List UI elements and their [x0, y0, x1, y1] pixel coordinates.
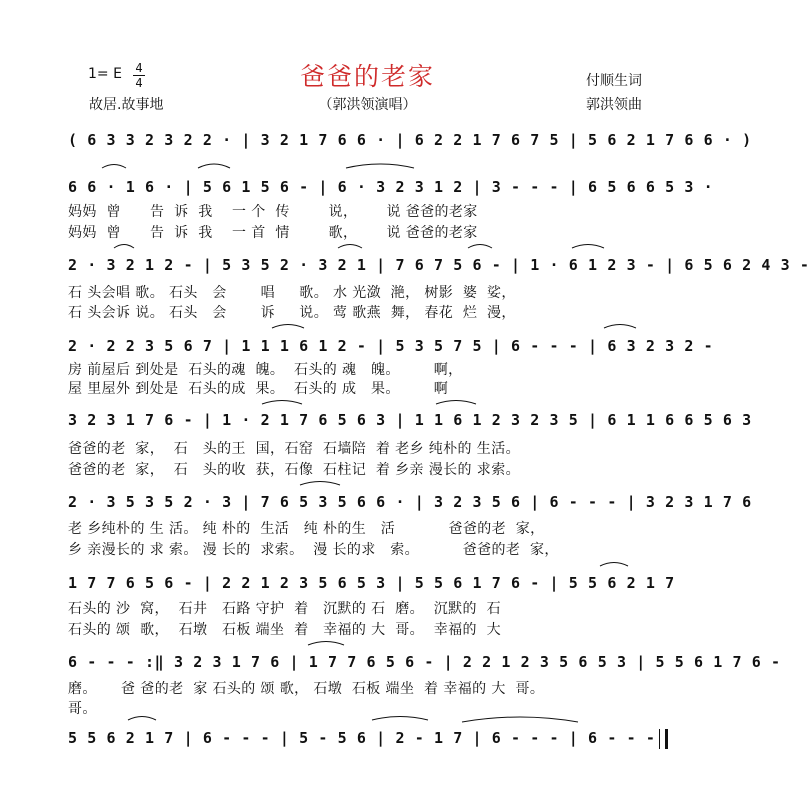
singer-credit: （郭洪领演唱） — [318, 97, 417, 113]
notation-line: 6 - - - :‖ 3 2 3 1 7 6 | 1 7 7 6 5 6 - | 2 2 1 2 3 5 6 5 3 | 5 5 6 1 7 6 - — [68, 653, 781, 671]
slur — [272, 325, 304, 329]
lyric-line-verse-2: 石头的 颂 歌， 石墩 石板 端坐 着 幸福的 大 哥。 幸福的 大 — [68, 622, 502, 638]
lyric-line-verse-1: 石 头会唱 歌。 石头 会 唱 歌。 水 光潋 滟， 树影 婆 娑， — [68, 285, 516, 301]
notation-line: 2 · 2 2 3 5 6 7 | 1 1 1 6 1 2 - | 5 3 5 7 5 | 6 - - - | 6 3 2 3 2 - — [68, 337, 714, 355]
lyric-line-verse-1: 房 前屋后 到处是 石头的魂 魄。 石头的 魂 魄。 啊， — [68, 362, 463, 378]
notation-line: 1 7 7 6 5 6 - | 2 2 1 2 3 5 6 5 3 | 5 5 6 1 7 6 - | 5 5 6 2 1 7 — [68, 574, 675, 592]
notation-line: 2 · 3 2 1 2 - | 5 3 5 2 · 3 2 1 | 7 6 7 5 6 - | 1 · 6 1 2 3 - | 6 5 6 2 4 3 - — [68, 256, 810, 274]
lyric-line-verse-1: 妈妈 曾 告 诉 我 一 个 传 说， 说 爸爸的老家 — [68, 204, 478, 220]
lyric-line-verse-2: 石 头会诉 说。 石头 会 诉 说。 莺 歌燕 舞， 春花 烂 漫， — [68, 305, 516, 321]
time-signature-bottom: 4 — [135, 76, 143, 90]
slur — [572, 245, 604, 249]
lyric-line-verse-2: 爸爸的老 家， 石 头的收 获，石像 石柱记 着 乡亲 漫长的 求索。 — [68, 462, 521, 478]
lyric-line-verse-1: 老 乡纯朴的 生 活。 纯 朴的 生活 纯 朴的生 活 爸爸的老 家， — [68, 521, 545, 537]
slur — [262, 401, 302, 405]
song-title: 爸爸的老家 — [299, 62, 435, 91]
lyric-line-verse-1: 磨。 爸 爸的老 家 石头的 颂 歌， 石墩 石板 端坐 着 幸福的 大 哥。 — [68, 681, 545, 697]
slur — [372, 717, 428, 721]
slur — [346, 164, 414, 168]
lyric-line-verse-2: 妈妈 曾 告 诉 我 一 首 情 歌， 说 爸爸的老家 — [68, 225, 478, 241]
slur — [462, 717, 578, 722]
slur — [308, 642, 344, 646]
slur — [600, 563, 628, 567]
composer-credit: 郭洪领曲 — [586, 97, 642, 113]
slur — [198, 164, 230, 168]
notation-line-intro: ( 6 3 3 2 3 2 2 · | 3 2 1 7 6 6 · | 6 2 2 1 7 6 7 5 | 5 6 2 1 7 6 6 · ) — [68, 131, 752, 149]
slur — [102, 165, 126, 169]
slur — [468, 245, 492, 249]
lyric-line-verse-2: 乡 亲漫长的 求 索。 漫 长的 求索。 漫 长的求 索。 爸爸的老 家， — [68, 542, 559, 558]
notation-line: 2 · 3 5 3 5 2 · 3 | 7 6 5 3 5 6 6 · | 3 2 3 5 6 | 6 - - - | 3 2 3 1 7 6 — [68, 493, 752, 511]
slur — [114, 245, 134, 249]
slur — [300, 482, 340, 486]
notation-line: 6 6 · 1 6 · | 5 6 1 5 6 - | 6 · 3 2 3 1 2 | 3 - - - | 6 5 6 6 5 3 · — [68, 178, 714, 196]
slur — [128, 717, 156, 721]
lyric-line-verse-1: 石头的 沙 窝， 石井 石路 守护 着 沉默的 石 磨。 沉默的 石 — [68, 601, 502, 617]
lyric-line-verse-2: 哥。 — [68, 701, 97, 717]
key-signature: 1= E — [88, 66, 122, 82]
notation-line: 3 2 3 1 7 6 - | 1 · 2 1 7 6 5 6 3 | 1 1 6 1 2 3 2 3 5 | 6 1 1 6 6 5 6 3 — [68, 411, 752, 429]
slur — [604, 325, 636, 329]
slur — [338, 245, 362, 249]
lyric-line-verse-2: 屋 里屋外 到处是 石头的成 果。 石头的 成 果。 啊 — [68, 381, 449, 397]
lyricist-credit: 付顺生词 — [586, 73, 642, 89]
time-signature-top: 4 — [135, 61, 143, 75]
notation-line: 5 5 6 2 1 7 | 6 - - - | 5 - 5 6 | 2 - 1 7 | 6 - - - | 6 - - - — [68, 729, 656, 747]
lyric-line-verse-1: 爸爸的老 家， 石 头的王 国，石窑 石墙陪 着 老乡 纯朴的 生活。 — [68, 441, 521, 457]
style-label: 故居.故事地 — [89, 97, 164, 113]
slur — [436, 401, 476, 405]
